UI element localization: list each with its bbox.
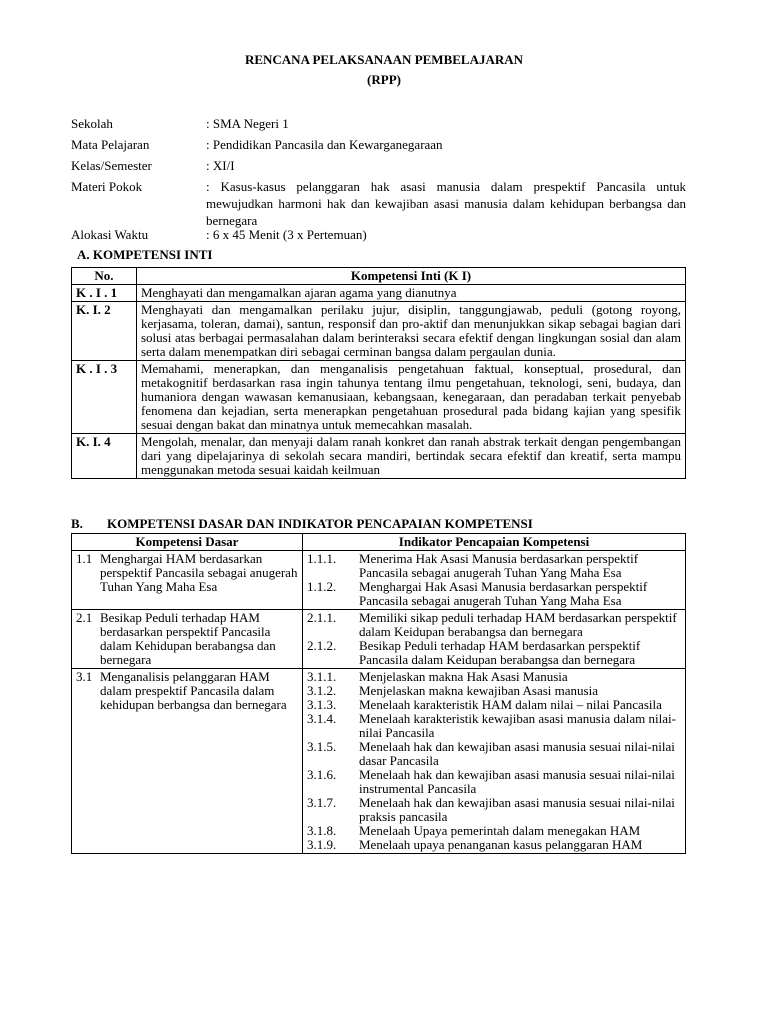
indicator-text: Menerima Hak Asasi Manusia berdasarkan perspektif Pancasila sebagai anugerah Tuhan Yang Maha Esa bbox=[359, 551, 639, 580]
table-row bbox=[72, 285, 686, 302]
ki-text: Menghayati dan mengamalkan ajaran agama yang dianutnya bbox=[137, 285, 686, 302]
info-label: Mata Pelajaran bbox=[71, 137, 150, 152]
table-row bbox=[72, 610, 686, 669]
indicator-text: Menjelaskan makna kewajiban Asasi manusia bbox=[359, 683, 598, 698]
table-row bbox=[72, 669, 686, 854]
table-header-row bbox=[72, 268, 686, 285]
indicator-cell bbox=[303, 551, 686, 610]
ki-number: K . I . 3 bbox=[72, 361, 137, 434]
indicator-text: Menjelaskan makna Hak Asasi Manusia bbox=[359, 669, 568, 684]
info-label: Sekolah bbox=[71, 116, 113, 131]
col-header-ki: Kompetensi Inti (K I) bbox=[137, 268, 686, 285]
info-value: : 6 x 45 Menit (3 x Pertemuan) bbox=[206, 227, 367, 242]
indicator-number: 3.1.4. bbox=[307, 711, 337, 726]
kd-text: Menghargai HAM berdasarkan perspektif Pancasila sebagai anugerah Tuhan Yang Maha Esa bbox=[100, 551, 298, 594]
indicator-text: Menelaah hak dan kewajiban asasi manusia sesuai nilai-nilai praksis pancasila bbox=[359, 795, 675, 824]
section-b-heading: KOMPETENSI DASAR DAN INDIKATOR PENCAPAIAN KOMPETENSI bbox=[107, 516, 533, 531]
indicator-text: Menelaah Upaya pemerintah dalam menegakan HAM bbox=[359, 823, 641, 838]
table-row bbox=[72, 551, 686, 610]
indicator-text: Memiliki sikap peduli terhadap HAM berdasarkan perspektif dalam Keidupan berabangsa dan bernegara bbox=[359, 610, 677, 639]
kd-text: Besikap Peduli terhadap HAM berdasarkan perspektif Pancasila dalam Kehidupan berabangsa dan bernegara bbox=[100, 610, 276, 667]
indicator-text: Menghargai Hak Asasi Manusia berdasarkan perspektif Pancasila sebagai anugerah Tuhan Yang Maha Esa bbox=[359, 579, 648, 608]
info-label: Materi Pokok bbox=[71, 179, 143, 194]
ki-text: Mengolah, menalar, dan menyaji dalam ranah konkret dan ranah abstrak terkait dengan pengembangan dari yang dipelajarinya di sekolah secara mandiri, bertindak secara efektif dan kreatif, serta mampu menggunakan metoda sesuai kaidah keilmuan bbox=[137, 434, 686, 479]
kd-number: 1.1 bbox=[76, 551, 93, 566]
indicator-number: 3.1.3. bbox=[307, 697, 337, 712]
ki-number: K. I. 2 bbox=[72, 302, 137, 361]
indicator-number: 3.1.9. bbox=[307, 837, 337, 852]
kd-cell bbox=[72, 669, 303, 854]
col-header-indikator: Indikator Pencapaian Kompetensi bbox=[303, 534, 686, 551]
indicator-number: 2.1.1. bbox=[307, 610, 337, 625]
info-value: : XI/I bbox=[206, 158, 235, 173]
document-title: RENCANA PELAKSANAAN PEMBELAJARAN bbox=[244, 52, 524, 67]
col-header-no: No. bbox=[72, 268, 137, 285]
info-label: Kelas/Semester bbox=[71, 158, 152, 173]
indicator-number: 1.1.1. bbox=[307, 551, 337, 566]
indicator-number: 3.1.8. bbox=[307, 823, 337, 838]
info-value: : Pendidikan Pancasila dan Kewarganegaraan bbox=[206, 137, 443, 152]
ki-text: Memahami, menerapkan, dan menganalisis pengetahuan faktual, konseptual, prosedural, dan metakognitif berdasarkan rasa ingin tahunya tentang ilmu pengetahuan, teknologi, seni, budaya, dan humaniora dengan wawasan kemanusiaan, kebangsaan, kenegaraan, dan peradaban terkait penyebab fenomena dan kejadian, serta menerapkan pengetahuan prosedural pada bidang kajian yang spesifik sesuai dengan bakat dan minatnya untuk memecahkan masalah. bbox=[137, 361, 686, 434]
document-subtitle: (RPP) bbox=[367, 72, 401, 87]
kd-number: 2.1 bbox=[76, 610, 93, 625]
section-a-heading: A. KOMPETENSI INTI bbox=[77, 247, 213, 262]
section-b-letter: B. bbox=[71, 516, 83, 531]
kd-cell bbox=[72, 610, 303, 669]
ki-number: K . I . 1 bbox=[72, 285, 137, 302]
indicator-cell bbox=[303, 610, 686, 669]
indicator-number: 2.1.2. bbox=[307, 638, 337, 653]
table-row bbox=[72, 434, 686, 479]
kd-text: Menganalisis pelanggaran HAM dalam prespektif Pancasila dalam kehidupan berbangsa dan bernegara bbox=[100, 669, 287, 712]
indicator-number: 3.1.6. bbox=[307, 767, 337, 782]
table-row bbox=[72, 361, 686, 434]
indicator-text: Menelaah upaya penanganan kasus pelanggaran HAM bbox=[359, 837, 643, 852]
kompetensi-inti-table bbox=[71, 267, 686, 479]
indicator-text: Menelaah karakteristik kewajiban asasi manusia dalam nilai-nilai Pancasila bbox=[359, 711, 676, 740]
kd-cell bbox=[72, 551, 303, 610]
info-value: : Kasus-kasus pelanggaran hak asasi manusia dalam prespektif Pancasila untuk mewujudkan harmoni hak dan kewajiban asasi manusia dalam kehidupan berbangsa dan bernegara bbox=[206, 179, 686, 228]
ki-number: K. I. 4 bbox=[72, 434, 137, 479]
indicator-cell bbox=[303, 669, 686, 854]
indicator-text: Menelaah hak dan kewajiban asasi manusia sesuai nilai-nilai dasar Pancasila bbox=[359, 739, 675, 768]
indicator-number: 1.1.2. bbox=[307, 579, 337, 594]
col-header-kd: Kompetensi Dasar bbox=[72, 534, 303, 551]
indicator-number: 3.1.2. bbox=[307, 683, 337, 698]
table-row bbox=[72, 302, 686, 361]
indicator-text: Menelaah karakteristik HAM dalam nilai – nilai Pancasila bbox=[359, 697, 662, 712]
indicator-text: Menelaah hak dan kewajiban asasi manusia sesuai nilai-nilai instrumental Pancasila bbox=[359, 767, 675, 796]
table-header-row bbox=[72, 534, 686, 551]
indicator-number: 3.1.1. bbox=[307, 669, 337, 684]
kd-number: 3.1 bbox=[76, 669, 93, 684]
ki-text: Menghayati dan mengamalkan perilaku jujur, disiplin, tanggungjawab, peduli (gotong royong, kerjasama, toleran, damai), santun, responsif dan pro-aktif dan menunjukkan sikap sebagai bagian dari solusi atas berbagai permasalahan dalam berinteraksi secara efektif dengan lingkungan sosial dan alam serta dalam menempatkan diri sebagai cerminan bangsa dalam pergaulan dunia. bbox=[137, 302, 686, 361]
kompetensi-dasar-table bbox=[71, 533, 686, 854]
indicator-number: 3.1.7. bbox=[307, 795, 337, 810]
indicator-text: Besikap Peduli terhadap HAM berdasarkan perspektif Pancasila dalam Keidupan berabangsa dan bernegara bbox=[359, 638, 641, 667]
info-value: : SMA Negeri 1 bbox=[206, 116, 289, 131]
info-label: Alokasi Waktu bbox=[71, 227, 149, 242]
indicator-number: 3.1.5. bbox=[307, 739, 337, 754]
